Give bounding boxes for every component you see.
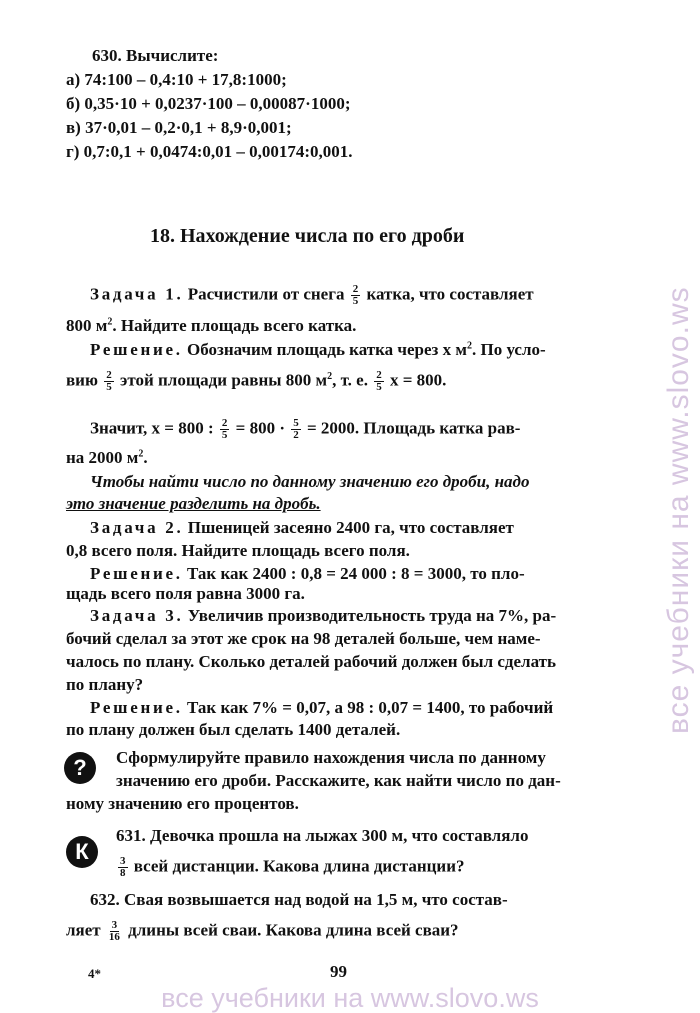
fraction-5-2: $\frac{5}{2}$ xyxy=(293,417,299,441)
task2-line2: 0,8 всего поля. Найдите площадь всего поля. xyxy=(66,541,410,560)
solution1-line1: Решение. Обозначим площадь катка через x $м^2$. По усло- xyxy=(90,340,546,359)
exercise-631-line2: $\frac{3}{8}$ всей дистанции. Какова длина дистанции? xyxy=(120,855,465,879)
task3-line4: по плану? xyxy=(66,675,144,694)
control-k-icon: К xyxy=(66,836,98,868)
rule-line1: Чтобы найти число по данному значению его дроби, надо xyxy=(90,472,530,491)
fraction-3-8: $\frac{3}{8}$ xyxy=(120,855,126,879)
fraction-3-16: $\frac{3}{16}$ xyxy=(108,919,120,943)
exercise-630-title: 630. Вычислите: xyxy=(92,46,219,65)
solution1-line4: на 2000 $м^2$. xyxy=(66,448,148,467)
exercise-631-line1: 631. Девочка прошла на лыжах 300 м, что составляло xyxy=(116,826,529,845)
solution2-line1: Решение. Так как 2400 : 0,8 = 24 000 : 8 = 3000, то пло- xyxy=(90,564,525,583)
fraction-2-5: $\frac{2}{5}$ xyxy=(221,417,228,441)
solution2-label: Решение. xyxy=(90,564,183,583)
task1-line2: 800 $м^2$. Найдите площадь всего катка. xyxy=(66,316,357,335)
solution3-line1: Решение. Так как 7% = 0,07, а 98 : 0,07 = 1400, то рабочий xyxy=(90,698,554,717)
exercise-630-c: в) 37·0,01 – 0,2·0,1 + 8,9·0,001; xyxy=(66,118,292,137)
fraction-2-5: $\frac{2}{5}$ xyxy=(106,369,112,393)
task3-label: Задача 3. xyxy=(90,606,184,625)
task2-line1: Задача 2. Пшеницей засеяно 2400 га, что составляет xyxy=(90,518,514,537)
fraction-2-5: $\frac{2}{5}$ xyxy=(352,283,359,307)
question-line1: Сформулируйте правило нахождения числа по данному xyxy=(116,748,546,767)
solution1-line2: вию $\frac{2}{5}$ этой площади равны 800 $м^2$, т. е. $\frac{2}{5}$ x = 800. xyxy=(66,369,447,393)
watermark-right: все учебники на www.slovo.ws xyxy=(662,286,695,734)
rule-line2: это значение разделить на дробь. xyxy=(66,494,321,513)
task2-label: Задача 2. xyxy=(90,518,184,537)
question-icon: ? xyxy=(64,752,96,784)
fraction-2-5: $\frac{2}{5}$ xyxy=(376,369,382,393)
exercise-632-line1: 632. Свая возвышается над водой на 1,5 м, что состав- xyxy=(90,890,508,909)
task1-line1: Задача 1. Расчистили от снега $\frac{2}{5}$ катка, что составляет xyxy=(90,283,534,307)
task3-line1: Задача 3. Увеличив производительность труда на 7%, ра- xyxy=(90,606,557,625)
solution1-line3: Значит, x = 800 : $\frac{2}{5}$ = 800 · $\frac{5}{2}$ = 2000. Площадь катка рав- xyxy=(90,417,521,441)
exercise-630-d: г) 0,7:0,1 + 0,0474:0,01 – 0,00174:0,001. xyxy=(66,142,353,161)
solution1-label: Решение. xyxy=(90,340,183,359)
solution3-line2: по плану должен был сделать 1400 деталей. xyxy=(66,720,401,739)
exercise-630-b: б) 0,35·10 + 0,0237·100 – 0,00087·1000; xyxy=(66,94,351,113)
solution3-label: Решение. xyxy=(90,698,183,717)
question-line3: ному значению его процентов. xyxy=(66,794,299,813)
task3-line2: бочий сделал за этот же срок на 98 деталей больше, чем наме- xyxy=(66,629,541,648)
page-number: 99 xyxy=(330,962,347,981)
section-title: 18. Нахождение числа по его дроби xyxy=(150,225,465,247)
task3-line3: чалось по плану. Сколько деталей рабочий должен был сделать xyxy=(66,652,556,671)
signature-mark: 4* xyxy=(88,966,101,981)
exercise-632-line2: ляет $\frac{3}{16}$ длины всей сваи. Какова длина всей сваи? xyxy=(66,919,459,943)
task1-label: Задача 1. xyxy=(90,284,184,304)
question-line2: значению его дроби. Расскажите, как найти число по дан- xyxy=(116,771,561,790)
watermark-bottom: все учебники на www.slovo.ws xyxy=(161,983,539,1013)
exercise-630-a: а) 74:100 – 0,4:10 + 17,8:1000; xyxy=(66,70,287,89)
solution2-line2: щадь всего поля равна 3000 га. xyxy=(66,584,305,603)
